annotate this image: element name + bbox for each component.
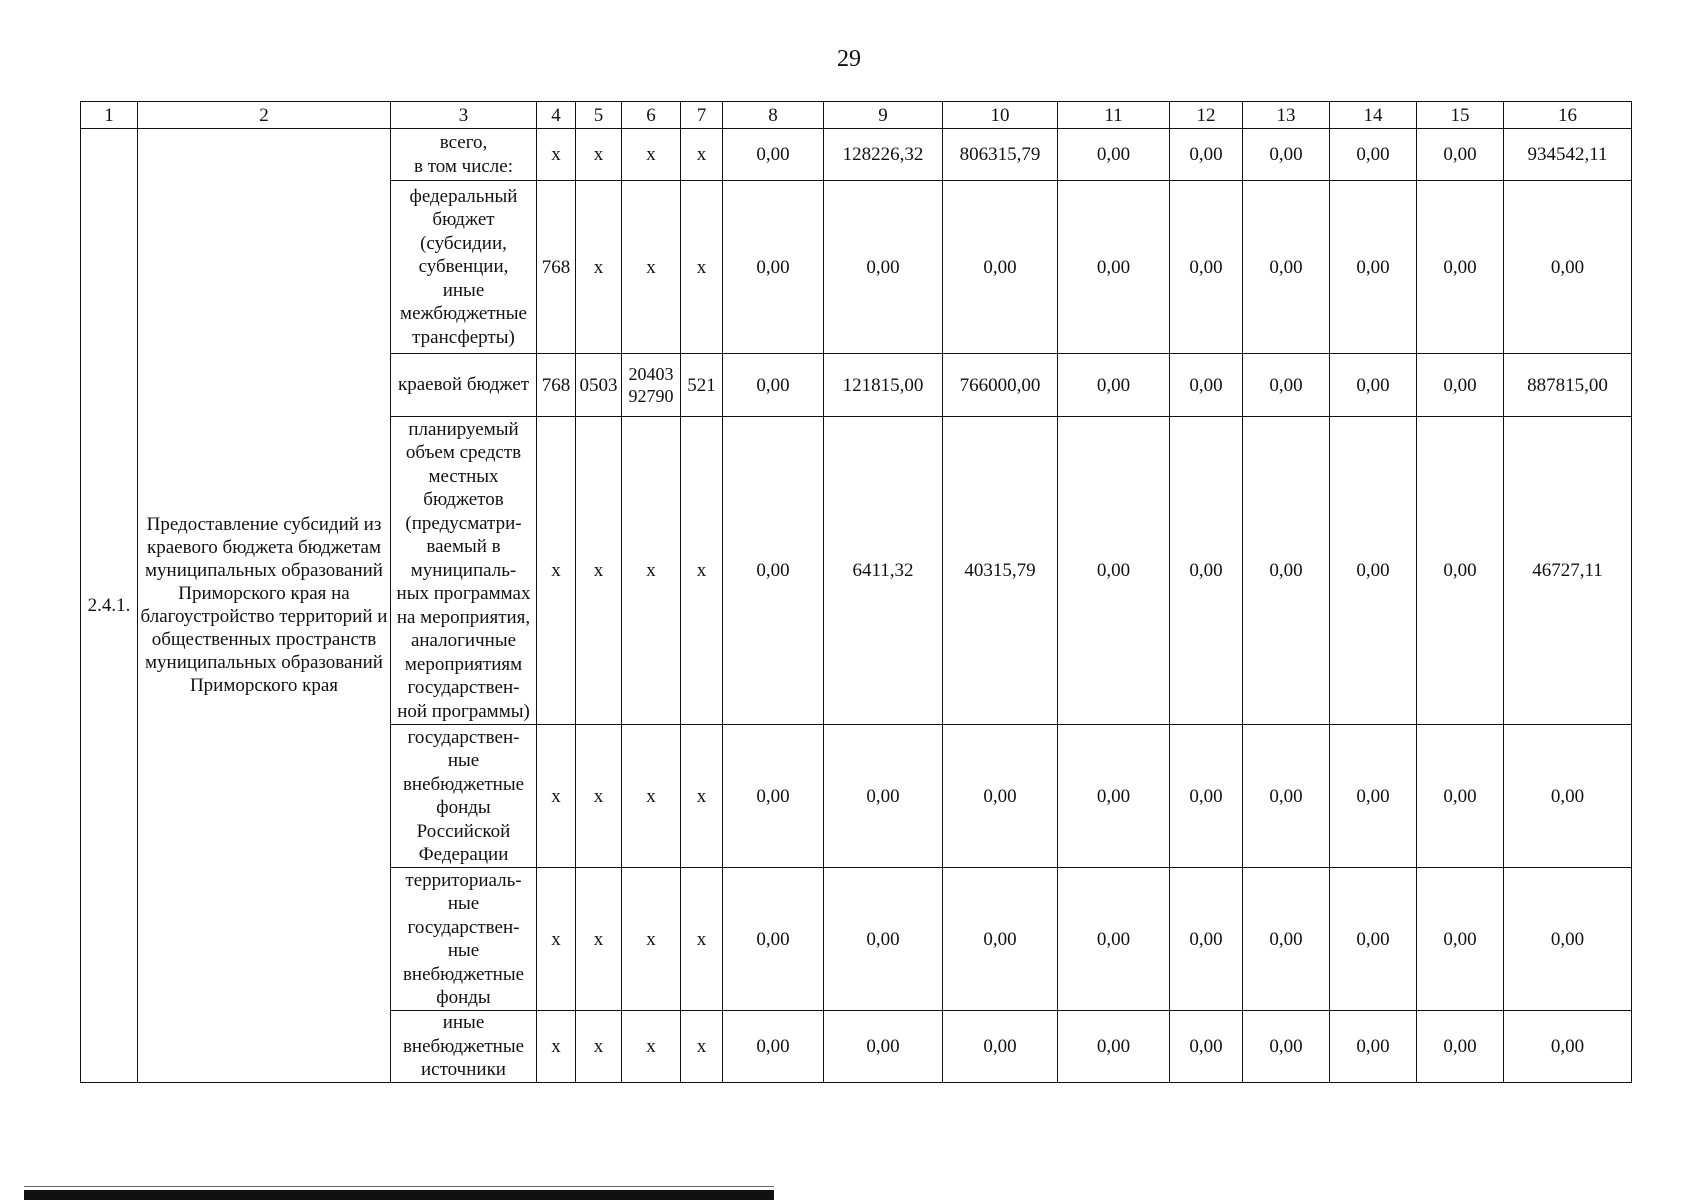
code-cell-5: x <box>576 181 622 354</box>
amount-cell: 0,00 <box>1058 1011 1170 1083</box>
amount-cell: 0,00 <box>1058 868 1170 1011</box>
code-cell-5: 0503 <box>576 354 622 417</box>
amount-cell: 0,00 <box>1170 354 1243 417</box>
header-cell: 12 <box>1170 102 1243 129</box>
amount-cell: 0,00 <box>1170 417 1243 725</box>
amount-cell: 0,00 <box>1504 1011 1632 1083</box>
amount-cell: 0,00 <box>723 1011 824 1083</box>
code-cell-4: x <box>537 725 576 868</box>
amount-cell: 0,00 <box>1330 725 1417 868</box>
amount-cell: 0,00 <box>1330 1011 1417 1083</box>
code-cell-7: x <box>681 725 723 868</box>
code-cell-7: x <box>681 129 723 181</box>
amount-cell: 0,00 <box>1058 181 1170 354</box>
amount-cell: 0,00 <box>1417 868 1504 1011</box>
header-cell: 10 <box>943 102 1058 129</box>
amount-cell: 934542,11 <box>1504 129 1632 181</box>
amount-cell: 0,00 <box>723 354 824 417</box>
amount-cell: 0,00 <box>1243 129 1330 181</box>
header-cell: 15 <box>1417 102 1504 129</box>
code-cell-5: x <box>576 725 622 868</box>
funding-source: всего, в том числе: <box>391 129 537 181</box>
code-cell-7: x <box>681 868 723 1011</box>
amount-cell: 0,00 <box>824 868 943 1011</box>
header-cell: 6 <box>622 102 681 129</box>
code-cell-6: x <box>622 725 681 868</box>
header-cell: 4 <box>537 102 576 129</box>
code-cell-4: 768 <box>537 181 576 354</box>
code-cell-7: 521 <box>681 354 723 417</box>
code-cell-5: x <box>576 1011 622 1083</box>
amount-cell: 0,00 <box>1330 181 1417 354</box>
amount-cell: 0,00 <box>943 1011 1058 1083</box>
amount-cell: 0,00 <box>723 129 824 181</box>
funding-source: планируемый объем средств местных бюджетов (предусматри- ваемый в муниципаль- ных программах на мероприятия, аналогичные мероприятиям государствен- ной программы) <box>391 417 537 725</box>
code-cell-5: x <box>576 417 622 725</box>
code-cell-6: x <box>622 1011 681 1083</box>
amount-cell: 0,00 <box>1504 181 1632 354</box>
budget-table <box>80 101 1632 1083</box>
amount-cell: 766000,00 <box>943 354 1058 417</box>
amount-cell: 0,00 <box>1243 181 1330 354</box>
code-cell-4: x <box>537 1011 576 1083</box>
amount-cell: 0,00 <box>1504 868 1632 1011</box>
amount-cell: 0,00 <box>824 181 943 354</box>
amount-cell: 806315,79 <box>943 129 1058 181</box>
amount-cell: 0,00 <box>824 725 943 868</box>
amount-cell: 6411,32 <box>824 417 943 725</box>
amount-cell: 128226,32 <box>824 129 943 181</box>
amount-cell: 0,00 <box>1330 129 1417 181</box>
amount-cell: 0,00 <box>943 181 1058 354</box>
amount-cell: 0,00 <box>1170 181 1243 354</box>
amount-cell: 0,00 <box>1170 725 1243 868</box>
bottom-rule-bar <box>24 1190 774 1200</box>
amount-cell: 0,00 <box>1243 725 1330 868</box>
amount-cell: 40315,79 <box>943 417 1058 725</box>
amount-cell: 0,00 <box>1058 354 1170 417</box>
code-cell-6: 20403 92790 <box>622 354 681 417</box>
code-cell-4: x <box>537 868 576 1011</box>
table-body <box>81 102 1632 1083</box>
code-cell-7: x <box>681 417 723 725</box>
amount-cell: 0,00 <box>1058 417 1170 725</box>
amount-cell: 0,00 <box>1330 417 1417 725</box>
amount-cell: 0,00 <box>1504 725 1632 868</box>
funding-source: территориаль- ные государствен- ные внебюджетные фонды <box>391 868 537 1011</box>
header-cell: 7 <box>681 102 723 129</box>
amount-cell: 0,00 <box>723 181 824 354</box>
code-cell-5: x <box>576 868 622 1011</box>
code-cell-6: x <box>622 868 681 1011</box>
amount-cell: 0,00 <box>1243 354 1330 417</box>
amount-cell: 0,00 <box>1058 129 1170 181</box>
code-cell-7: x <box>681 1011 723 1083</box>
code-cell-4: x <box>537 417 576 725</box>
funding-source: иные внебюджетные источники <box>391 1011 537 1083</box>
amount-cell: 0,00 <box>1417 354 1504 417</box>
code-cell-4: x <box>537 129 576 181</box>
amount-cell: 0,00 <box>1170 129 1243 181</box>
amount-cell: 0,00 <box>1170 1011 1243 1083</box>
table-row <box>81 129 1632 181</box>
header-cell: 5 <box>576 102 622 129</box>
amount-cell: 0,00 <box>1417 181 1504 354</box>
amount-cell: 0,00 <box>824 1011 943 1083</box>
funding-source: краевой бюджет <box>391 354 537 417</box>
code-cell-4: 768 <box>537 354 576 417</box>
funding-source: государствен- ные внебюджетные фонды Российской Федерации <box>391 725 537 868</box>
funding-source: федеральный бюджет (субсидии, субвенции, иные межбюджетные трансферты) <box>391 181 537 354</box>
page-number: 29 <box>837 46 861 72</box>
amount-cell: 0,00 <box>723 868 824 1011</box>
code-cell-6: x <box>622 129 681 181</box>
header-row <box>81 102 1632 129</box>
code-cell-7: x <box>681 181 723 354</box>
amount-cell: 0,00 <box>1417 417 1504 725</box>
bottom-rule-thin <box>24 1186 774 1187</box>
header-cell: 14 <box>1330 102 1417 129</box>
header-cell: 16 <box>1504 102 1632 129</box>
amount-cell: 0,00 <box>1243 417 1330 725</box>
amount-cell: 0,00 <box>1330 354 1417 417</box>
code-cell-5: x <box>576 129 622 181</box>
amount-cell: 0,00 <box>723 725 824 868</box>
amount-cell: 0,00 <box>1417 1011 1504 1083</box>
header-cell: 11 <box>1058 102 1170 129</box>
amount-cell: 0,00 <box>1417 129 1504 181</box>
code-cell-6: x <box>622 417 681 725</box>
header-cell: 3 <box>391 102 537 129</box>
amount-cell: 0,00 <box>943 868 1058 1011</box>
header-cell: 9 <box>824 102 943 129</box>
amount-cell: 121815,00 <box>824 354 943 417</box>
amount-cell: 0,00 <box>723 417 824 725</box>
amount-cell: 46727,11 <box>1504 417 1632 725</box>
header-cell: 8 <box>723 102 824 129</box>
amount-cell: 0,00 <box>1058 725 1170 868</box>
amount-cell: 0,00 <box>1417 725 1504 868</box>
amount-cell: 0,00 <box>943 725 1058 868</box>
header-cell: 1 <box>81 102 138 129</box>
item-description: Предоставление субсидий из краевого бюджета бюджетам муниципальных образований Приморского края на благоустройство территорий и общественных пространств муниципальных образований Приморского края <box>138 129 391 1083</box>
amount-cell: 887815,00 <box>1504 354 1632 417</box>
amount-cell: 0,00 <box>1243 868 1330 1011</box>
header-cell: 13 <box>1243 102 1330 129</box>
amount-cell: 0,00 <box>1243 1011 1330 1083</box>
item-code: 2.4.1. <box>81 129 138 1083</box>
header-cell: 2 <box>138 102 391 129</box>
code-cell-6: x <box>622 181 681 354</box>
amount-cell: 0,00 <box>1330 868 1417 1011</box>
amount-cell: 0,00 <box>1170 868 1243 1011</box>
